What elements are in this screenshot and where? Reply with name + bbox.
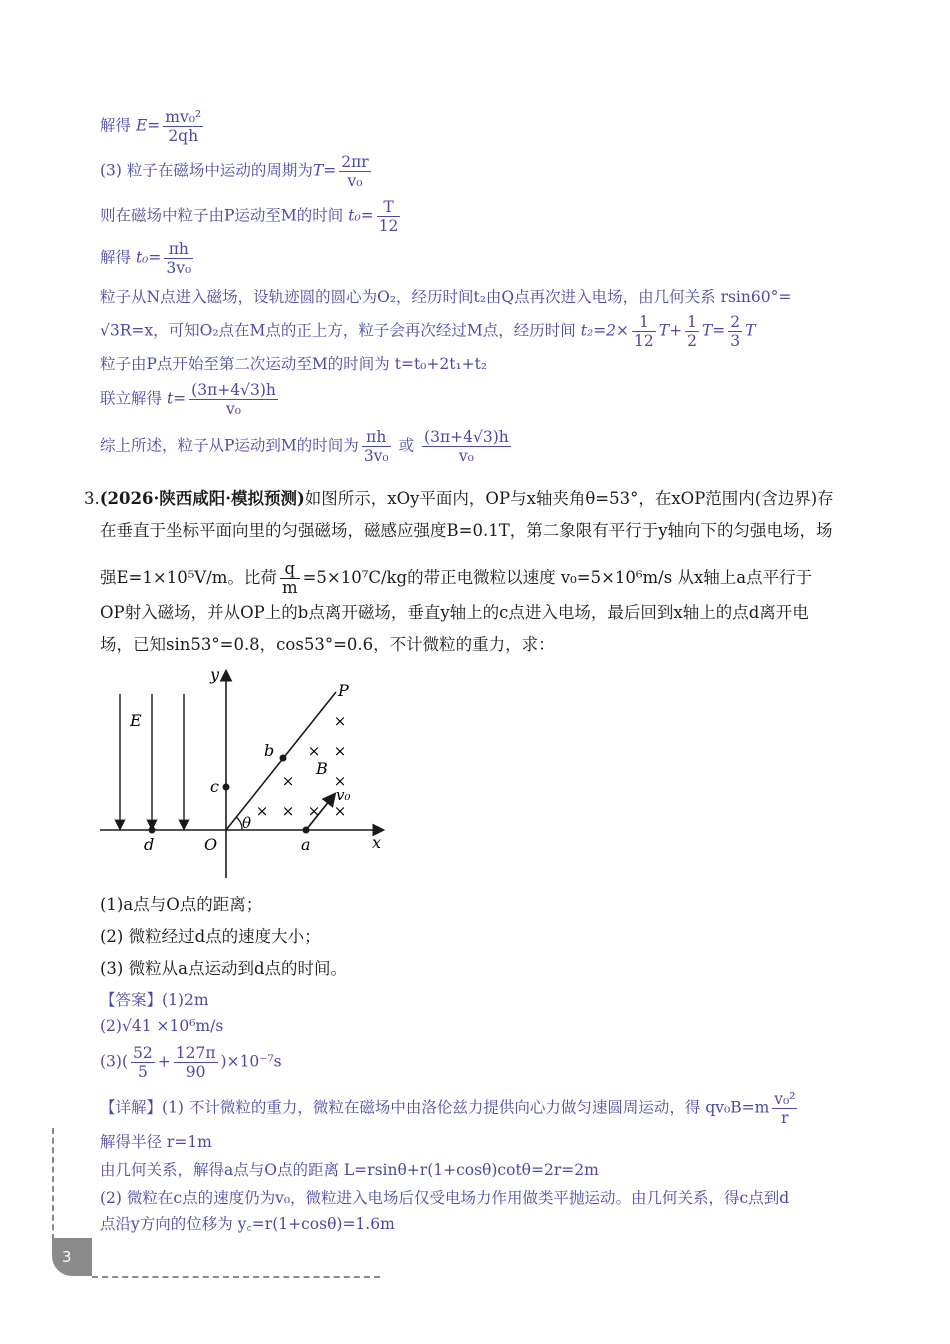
- label-P: P: [338, 681, 349, 700]
- answer-tag: 【答案】: [100, 991, 163, 1009]
- question-source: (2026·陕西咸阳·模拟预测): [99, 489, 305, 508]
- sub-question-2: (2) 微粒经过d点的速度大小；: [100, 927, 321, 946]
- solution-line-summary: 综上所述，粒子从P运动到M的时间为 $\frac{\pi h}{\text{3v₀}}$ 或 $\frac{(3\pi+4√3)h}{\text{v₀}}$: [100, 428, 509, 465]
- label-b: b: [264, 741, 275, 760]
- solution-line-period: (3) 粒子在磁场中运动的周期为T= $\frac{2\pi r}{\text{v₀}}$: [100, 153, 369, 190]
- point-c: [223, 784, 230, 791]
- field-cross: ×: [307, 742, 321, 760]
- question-line-4: OP射入磁场，并从OP上的b点离开磁场，垂直y轴上的c点进入电场，最后回到x轴上的点d离开电: [100, 603, 809, 622]
- field-cross: ×: [307, 802, 321, 820]
- solution-line-geometry: 粒子从N点进入磁场，设轨迹圆的圆心为O₂，经历时间t₂由Q点再次进入电场，由几何关系 rsin60°=: [100, 288, 792, 306]
- label-theta: θ: [242, 814, 252, 832]
- page-border-vertical: [52, 1128, 54, 1240]
- answer-line-3: (3)( $\frac{52}{5}$ + $\frac{127\pi}{90}$ )×10⁻⁷s: [100, 1044, 282, 1081]
- field-cross: ×: [333, 772, 347, 790]
- label-y: y: [210, 665, 220, 684]
- question-line-3: 强E=1×10⁵V/m。比荷 $\frac{q}{m}$ =5×10⁷C/kg的带正电微粒以速度 v₀=5×10⁶m/s 从x轴上a点平行于: [100, 559, 813, 597]
- explanation-line-1: 【详解】(1) 不计微粒的重力，微粒在磁场中由洛伦兹力提供向心力做匀速圆周运动，得 qv₀B=m $\frac{\text{v₀²}}{r}$: [100, 1090, 796, 1127]
- label-d: d: [144, 835, 155, 854]
- solution-line-joint: 联立解得 t= $\frac{(3\pi+4√3)h}{\text{v₀}}$: [100, 381, 276, 418]
- explanation-tag: 【详解】: [100, 1098, 163, 1117]
- label-x: x: [372, 833, 382, 852]
- question-line-2: 在垂直于坐标平面向里的匀强磁场，磁感应强度B=0.1T，第二象限有平行于y轴向下的匀强电场，场: [100, 521, 833, 540]
- label-c: c: [210, 777, 219, 796]
- field-cross: ×: [333, 742, 347, 760]
- solution-line-t2: √3R=x，可知O₂点在M点的正上方，粒子会再次经过M点，经历时间 t₂=2× $\frac{1}{12}$ T+ $\frac{1}{2}$ T= $\frac{2}{3}$ T: [100, 313, 756, 350]
- sub-question-1: (1)a点与O点的距离；: [100, 895, 263, 914]
- answer-line-1: 【答案】(1)2m: [100, 991, 209, 1009]
- explanation-line-3: 由几何关系，解得a点与O点的距离 L=rsinθ+r(1+cosθ)cotθ=2r=2m: [100, 1161, 599, 1179]
- explanation-line-4: (2) 微粒在c点的速度仍为v₀，微粒进入电场后仅受电场力作用做类平抛运动。由几何关系，得c点到d: [100, 1189, 790, 1207]
- label-a: a: [301, 835, 311, 854]
- solution-line-t0: 则在磁场中粒子由P运动至M的时间 t₀= $\frac{T}{12}$: [100, 198, 399, 235]
- sub-question-3: (3) 微粒从a点运动到d点的时间。: [100, 959, 348, 978]
- field-cross: ×: [333, 802, 347, 820]
- question-number: 3.: [84, 489, 100, 508]
- field-cross: ×: [281, 772, 295, 790]
- label-v0: v₀: [336, 786, 351, 804]
- solution-line-total-time: 粒子由P点开始至第二次运动至M的时间为 t=t₀+2t₁+t₂: [100, 355, 488, 373]
- page-number: 3: [52, 1238, 92, 1276]
- point-d: [149, 827, 156, 834]
- field-cross: ×: [281, 802, 295, 820]
- explanation-line-5: 点沿y方向的位移为 y꜀=r(1+cosθ)=1.6m: [100, 1215, 395, 1233]
- solution-line-E: 解得 E= $\frac{\text{mv₀²}}{2qh}$: [100, 108, 202, 145]
- label-O: O: [204, 835, 218, 854]
- label-B: B: [316, 759, 328, 778]
- field-cross: ×: [333, 712, 347, 730]
- explanation-line-2: 解得半径 r=1m: [100, 1133, 212, 1151]
- field-cross: ×: [255, 802, 269, 820]
- point-b: [280, 755, 287, 762]
- question-line-5: 场，已知sin53°=0.8，cos53°=0.6，不计微粒的重力，求：: [100, 635, 555, 654]
- page-border-horizontal: [92, 1276, 380, 1278]
- question-line-1: 3.(2026·陕西咸阳·模拟预测)如图所示，xOy平面内，OP与x轴夹角θ=53°，在xOP范围内(含边界)存: [84, 489, 834, 508]
- answer-line-2: (2)√41 ×10⁶m/s: [100, 1017, 224, 1035]
- label-E: E: [130, 711, 142, 730]
- physics-figure: [96, 664, 396, 884]
- solution-line-t0-result: 解得 t₀= $\frac{\pi h}{\text{3v₀}}$: [100, 240, 192, 277]
